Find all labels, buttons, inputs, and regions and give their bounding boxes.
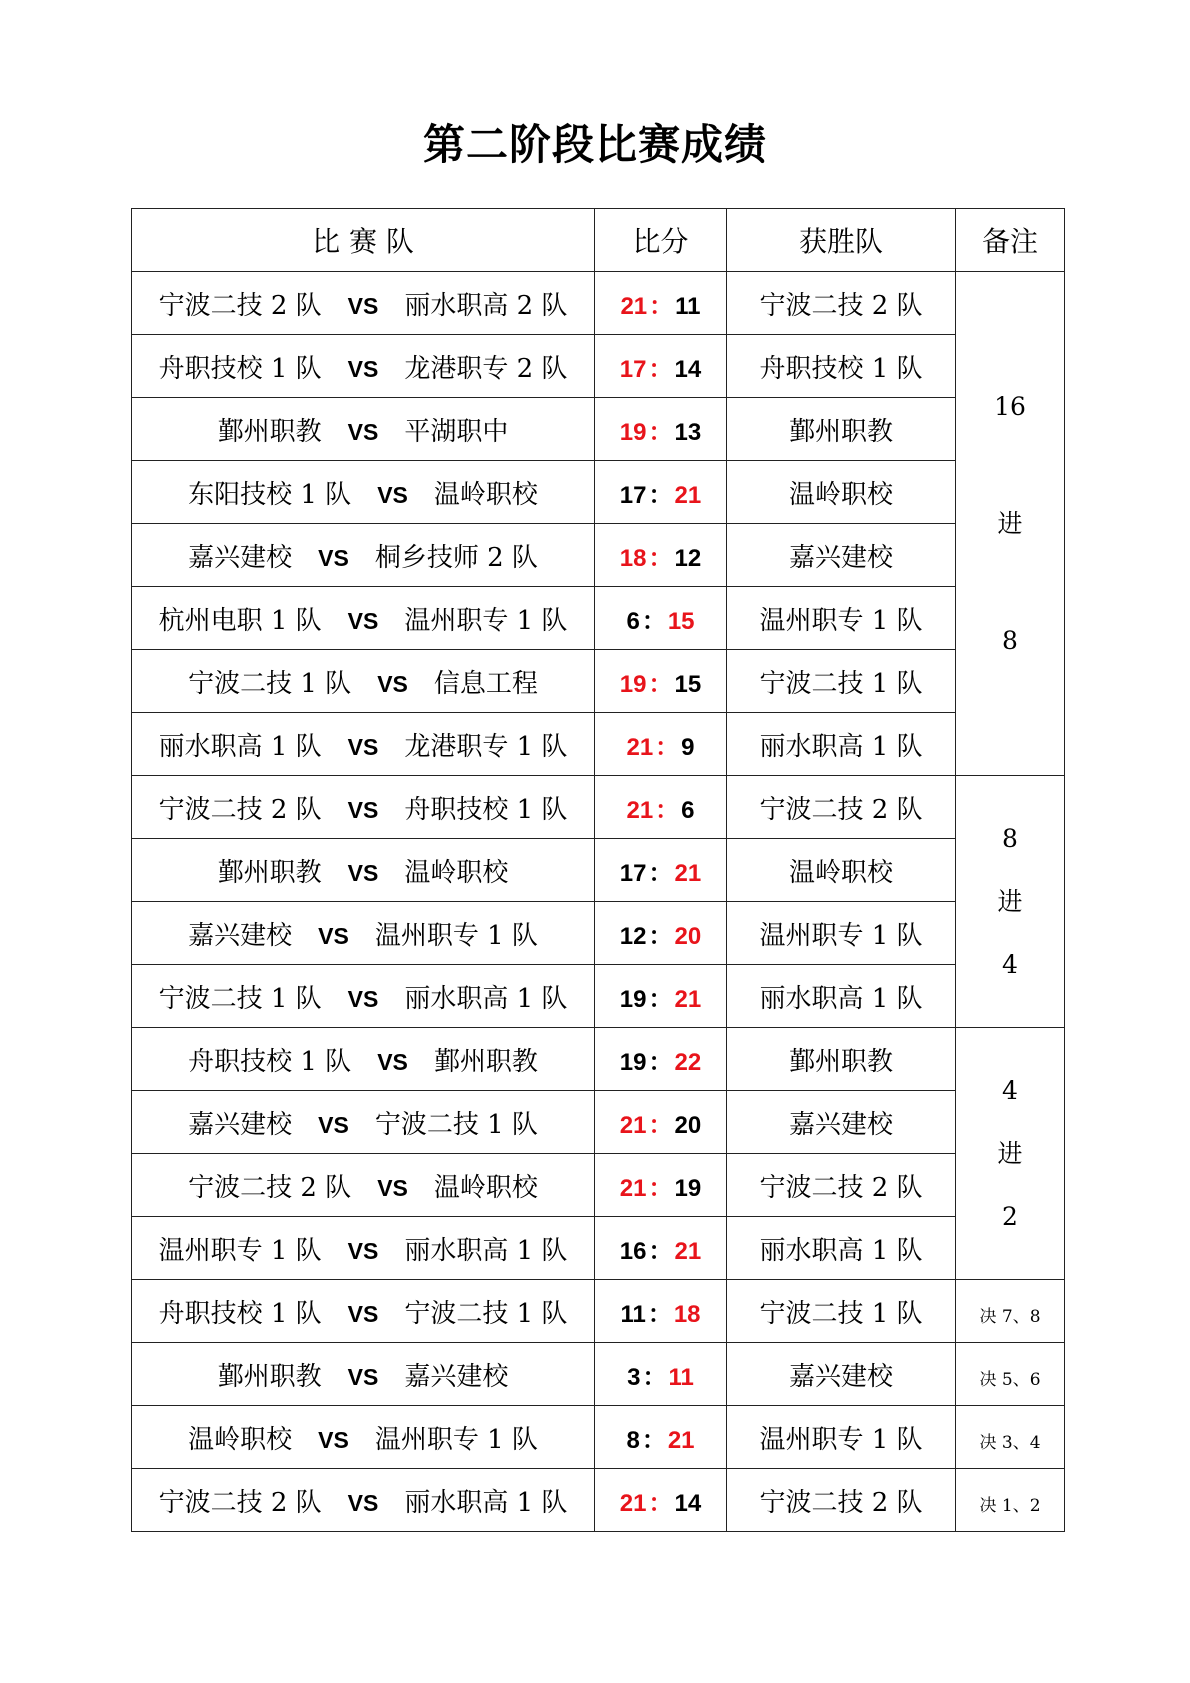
team-b: 信息工程: [433, 668, 538, 699]
winner-cell: 宁波二技 2 队: [727, 1154, 956, 1217]
vs-label: VS: [347, 985, 379, 1012]
placement-note-text: 决 7、8: [979, 1306, 1041, 1327]
table-row: [132, 839, 1065, 902]
vs-label: VS: [347, 1489, 379, 1516]
winner-cell: 丽水职高 1 队: [727, 713, 956, 776]
team-b: 温岭职校: [404, 857, 509, 888]
match-cell: [132, 1028, 595, 1091]
score-separator: ：: [655, 796, 680, 824]
score-separator: ：: [648, 1111, 673, 1139]
round-note-line: 进: [997, 1139, 1023, 1168]
winner-cell: 舟职技校 1 队: [727, 335, 956, 398]
team-a: 嘉兴建校: [188, 1109, 293, 1140]
score-b: 9: [681, 733, 695, 761]
team-a: 舟职技校 1 队: [158, 353, 322, 384]
score-a: 21: [619, 1174, 647, 1202]
table-row: [132, 1217, 1065, 1280]
team-b: 丽水职高 1 队: [404, 1235, 568, 1266]
team-a: 宁波二技 1 队: [158, 983, 322, 1014]
team-b: 桐乡技师 2 队: [374, 542, 538, 573]
score-separator: ：: [648, 418, 673, 446]
table-row: [132, 776, 1065, 839]
match-cell: [132, 1469, 595, 1532]
score-b: 20: [674, 922, 702, 950]
round-note: [956, 776, 1065, 1028]
winner-cell: 宁波二技 2 队: [727, 272, 956, 335]
score-b: 21: [667, 1426, 695, 1454]
score-cell: [595, 965, 727, 1028]
winner-cell: 温州职专 1 队: [727, 902, 956, 965]
winner-cell: 温岭职校: [727, 839, 956, 902]
match-cell: [132, 1280, 595, 1343]
header-score: 比分: [595, 209, 727, 272]
score-cell: [595, 1406, 727, 1469]
winner-cell: 鄞州职教: [727, 398, 956, 461]
team-a: 鄞州职教: [217, 416, 322, 447]
team-b: 嘉兴建校: [404, 1361, 509, 1392]
score-a: 21: [620, 292, 648, 320]
placement-note-text: 决 5、6: [979, 1369, 1041, 1390]
score-cell: [595, 1154, 727, 1217]
score-separator: ：: [648, 1489, 673, 1517]
score-separator: ：: [642, 1363, 667, 1391]
table-row: [132, 398, 1065, 461]
score-b: 6: [681, 796, 695, 824]
team-a: 丽水职高 1 队: [158, 731, 322, 762]
score-cell: [595, 1028, 727, 1091]
round-note-line: 4: [1002, 1076, 1018, 1105]
header-winner: 获胜队: [727, 209, 956, 272]
team-a: 温州职专 1 队: [158, 1235, 322, 1266]
results-table: [131, 208, 1065, 1532]
vs-label: VS: [377, 1174, 408, 1201]
score-separator: ：: [648, 1048, 673, 1076]
score-cell: [595, 650, 727, 713]
score-separator: ：: [648, 859, 673, 887]
match-cell: [132, 839, 595, 902]
winner-cell: 温州职专 1 队: [727, 587, 956, 650]
team-b: 龙港职专 1 队: [404, 731, 568, 762]
table-row: [132, 1343, 1065, 1406]
score-b: 18: [673, 1300, 701, 1328]
score-separator: ：: [648, 481, 673, 509]
placement-note: [956, 1343, 1065, 1406]
match-cell: [132, 1217, 595, 1280]
header-note: 备注: [956, 209, 1065, 272]
team-a: 宁波二技 2 队: [158, 1487, 322, 1518]
round-note-line: 4: [1002, 950, 1018, 979]
team-a: 宁波二技 2 队: [158, 290, 322, 321]
score-b: 15: [674, 670, 702, 698]
team-a: 东阳技校 1 队: [188, 479, 352, 510]
placement-note: [956, 1469, 1065, 1532]
score-separator: ：: [648, 1237, 673, 1265]
score-a: 3: [627, 1363, 641, 1391]
table-row: [132, 524, 1065, 587]
match-cell: [132, 650, 595, 713]
winner-cell: 温州职专 1 队: [727, 1406, 956, 1469]
score-b: 14: [674, 1489, 702, 1517]
score-cell: [595, 1343, 727, 1406]
score-a: 21: [619, 1489, 647, 1517]
table-row: [132, 1406, 1065, 1469]
match-cell: [132, 776, 595, 839]
score-cell: [595, 1217, 727, 1280]
vs-label: VS: [347, 1300, 379, 1327]
match-cell: [132, 965, 595, 1028]
placement-note: [956, 1406, 1065, 1469]
table-row: [132, 335, 1065, 398]
winner-cell: 丽水职高 1 队: [727, 1217, 956, 1280]
score-b: 14: [674, 355, 702, 383]
score-cell: [595, 713, 727, 776]
score-a: 21: [626, 796, 654, 824]
score-separator: ：: [649, 292, 674, 320]
team-b: 丽水职高 2 队: [404, 290, 568, 321]
score-separator: ：: [648, 1174, 673, 1202]
score-cell: [595, 587, 727, 650]
score-separator: ：: [648, 670, 673, 698]
team-b: 平湖职中: [404, 416, 509, 447]
score-cell: [595, 1091, 727, 1154]
winner-cell: 宁波二技 1 队: [727, 650, 956, 713]
score-cell: [595, 335, 727, 398]
table-row: [132, 1091, 1065, 1154]
vs-label: VS: [318, 1426, 349, 1453]
round-note-line: 进: [997, 887, 1023, 916]
team-b: 温州职专 1 队: [404, 605, 568, 636]
score-b: 11: [675, 292, 701, 320]
team-b: 舟职技校 1 队: [404, 794, 568, 825]
table-row: [132, 587, 1065, 650]
table-row: [132, 272, 1065, 335]
score-separator: ：: [648, 985, 673, 1013]
score-cell: [595, 902, 727, 965]
score-cell: [595, 839, 727, 902]
round-note-line: 进: [997, 509, 1023, 538]
table-row: [132, 902, 1065, 965]
score-a: 11: [620, 1300, 646, 1328]
team-b: 温州职专 1 队: [374, 1424, 538, 1455]
match-cell: [132, 713, 595, 776]
score-a: 17: [619, 355, 647, 383]
score-a: 19: [619, 418, 647, 446]
table-row: [132, 713, 1065, 776]
score-b: 20: [674, 1111, 702, 1139]
score-a: 21: [626, 733, 654, 761]
winner-cell: 鄞州职教: [727, 1028, 956, 1091]
table-row: [132, 1028, 1065, 1091]
team-a: 宁波二技 2 队: [188, 1172, 352, 1203]
team-a: 鄞州职教: [217, 857, 322, 888]
vs-label: VS: [347, 355, 379, 382]
vs-label: VS: [347, 796, 379, 823]
team-a: 舟职技校 1 队: [158, 1298, 322, 1329]
team-b: 鄞州职教: [433, 1046, 538, 1077]
placement-note-text: 决 3、4: [979, 1432, 1041, 1453]
score-a: 12: [619, 922, 647, 950]
vs-label: VS: [347, 292, 379, 319]
match-cell: [132, 272, 595, 335]
score-a: 17: [619, 481, 647, 509]
table-row: [132, 461, 1065, 524]
vs-label: VS: [318, 922, 349, 949]
score-b: 13: [674, 418, 702, 446]
team-b: 宁波二技 1 队: [404, 1298, 568, 1329]
table-row: [132, 965, 1065, 1028]
team-a: 舟职技校 1 队: [188, 1046, 352, 1077]
team-a: 杭州电职 1 队: [158, 605, 322, 636]
placement-note-text: 决 1、2: [979, 1495, 1041, 1516]
vs-label: VS: [377, 1048, 408, 1075]
vs-label: VS: [318, 1111, 349, 1138]
team-a: 嘉兴建校: [188, 920, 293, 951]
team-a: 宁波二技 2 队: [158, 794, 322, 825]
score-b: 15: [667, 607, 695, 635]
score-b: 21: [674, 985, 702, 1013]
placement-note: [956, 1280, 1065, 1343]
score-cell: [595, 776, 727, 839]
match-cell: [132, 335, 595, 398]
vs-label: VS: [377, 481, 408, 508]
score-b: 22: [674, 1048, 702, 1076]
vs-label: VS: [347, 418, 379, 445]
score-b: 11: [668, 1363, 694, 1391]
score-b: 19: [674, 1174, 702, 1202]
score-a: 19: [619, 985, 647, 1013]
match-cell: [132, 398, 595, 461]
score-separator: ：: [655, 733, 680, 761]
score-cell: [595, 461, 727, 524]
score-b: 21: [674, 1237, 702, 1265]
score-b: 12: [674, 544, 702, 572]
match-cell: [132, 587, 595, 650]
winner-cell: 宁波二技 1 队: [727, 1280, 956, 1343]
vs-label: VS: [347, 1363, 379, 1390]
score-cell: [595, 524, 727, 587]
vs-label: VS: [318, 544, 349, 571]
winner-cell: 嘉兴建校: [727, 1091, 956, 1154]
score-cell: [595, 1280, 727, 1343]
winner-cell: 宁波二技 2 队: [727, 1469, 956, 1532]
team-a: 嘉兴建校: [188, 542, 293, 573]
team-b: 宁波二技 1 队: [374, 1109, 538, 1140]
match-cell: [132, 461, 595, 524]
winner-cell: 嘉兴建校: [727, 1343, 956, 1406]
team-a: 鄞州职教: [217, 1361, 322, 1392]
winner-cell: 宁波二技 2 队: [727, 776, 956, 839]
table-row: [132, 1154, 1065, 1217]
score-b: 21: [674, 481, 702, 509]
team-b: 龙港职专 2 队: [404, 353, 568, 384]
match-cell: [132, 1154, 595, 1217]
header-match: 比 赛 队: [132, 209, 595, 272]
table-row: [132, 650, 1065, 713]
results-body: [132, 272, 1065, 1532]
match-cell: [132, 902, 595, 965]
team-b: 丽水职高 1 队: [404, 983, 568, 1014]
match-cell: [132, 1406, 595, 1469]
header-row: [132, 209, 1065, 272]
team-a: 温岭职校: [188, 1424, 293, 1455]
score-b: 21: [674, 859, 702, 887]
vs-label: VS: [347, 733, 379, 760]
team-b: 温州职专 1 队: [374, 920, 538, 951]
round-note-line: 2: [1002, 1202, 1018, 1231]
vs-label: VS: [347, 1237, 379, 1264]
score-a: 19: [619, 1048, 647, 1076]
round-note-line: 8: [1002, 626, 1018, 655]
vs-label: VS: [377, 670, 408, 697]
match-cell: [132, 524, 595, 587]
page-title: 第二阶段比赛成绩: [422, 120, 767, 169]
score-a: 17: [619, 859, 647, 887]
table-row: [132, 1280, 1065, 1343]
score-separator: ：: [647, 1300, 672, 1328]
score-separator: ：: [648, 355, 673, 383]
round-note-line: 8: [1002, 824, 1018, 853]
score-a: 6: [626, 607, 640, 635]
score-cell: [595, 1469, 727, 1532]
vs-label: VS: [347, 859, 379, 886]
team-b: 温岭职校: [433, 1172, 538, 1203]
vs-label: VS: [347, 607, 379, 634]
winner-cell: 丽水职高 1 队: [727, 965, 956, 1028]
team-b: 丽水职高 1 队: [404, 1487, 568, 1518]
match-cell: [132, 1343, 595, 1406]
round-note: [956, 272, 1065, 776]
match-cell: [132, 1091, 595, 1154]
score-a: 19: [619, 670, 647, 698]
score-a: 18: [619, 544, 647, 572]
round-note-line: 16: [994, 392, 1026, 421]
score-separator: ：: [648, 922, 673, 950]
score-a: 21: [619, 1111, 647, 1139]
score-separator: ：: [648, 544, 673, 572]
winner-cell: 嘉兴建校: [727, 524, 956, 587]
team-a: 宁波二技 1 队: [188, 668, 352, 699]
team-b: 温岭职校: [433, 479, 538, 510]
round-note: [956, 1028, 1065, 1280]
winner-cell: 温岭职校: [727, 461, 956, 524]
score-separator: ：: [641, 1426, 666, 1454]
score-separator: ：: [641, 607, 666, 635]
score-a: 8: [626, 1426, 640, 1454]
score-cell: [595, 398, 727, 461]
score-a: 16: [619, 1237, 647, 1265]
table-row: [132, 1469, 1065, 1532]
score-cell: [595, 272, 727, 335]
